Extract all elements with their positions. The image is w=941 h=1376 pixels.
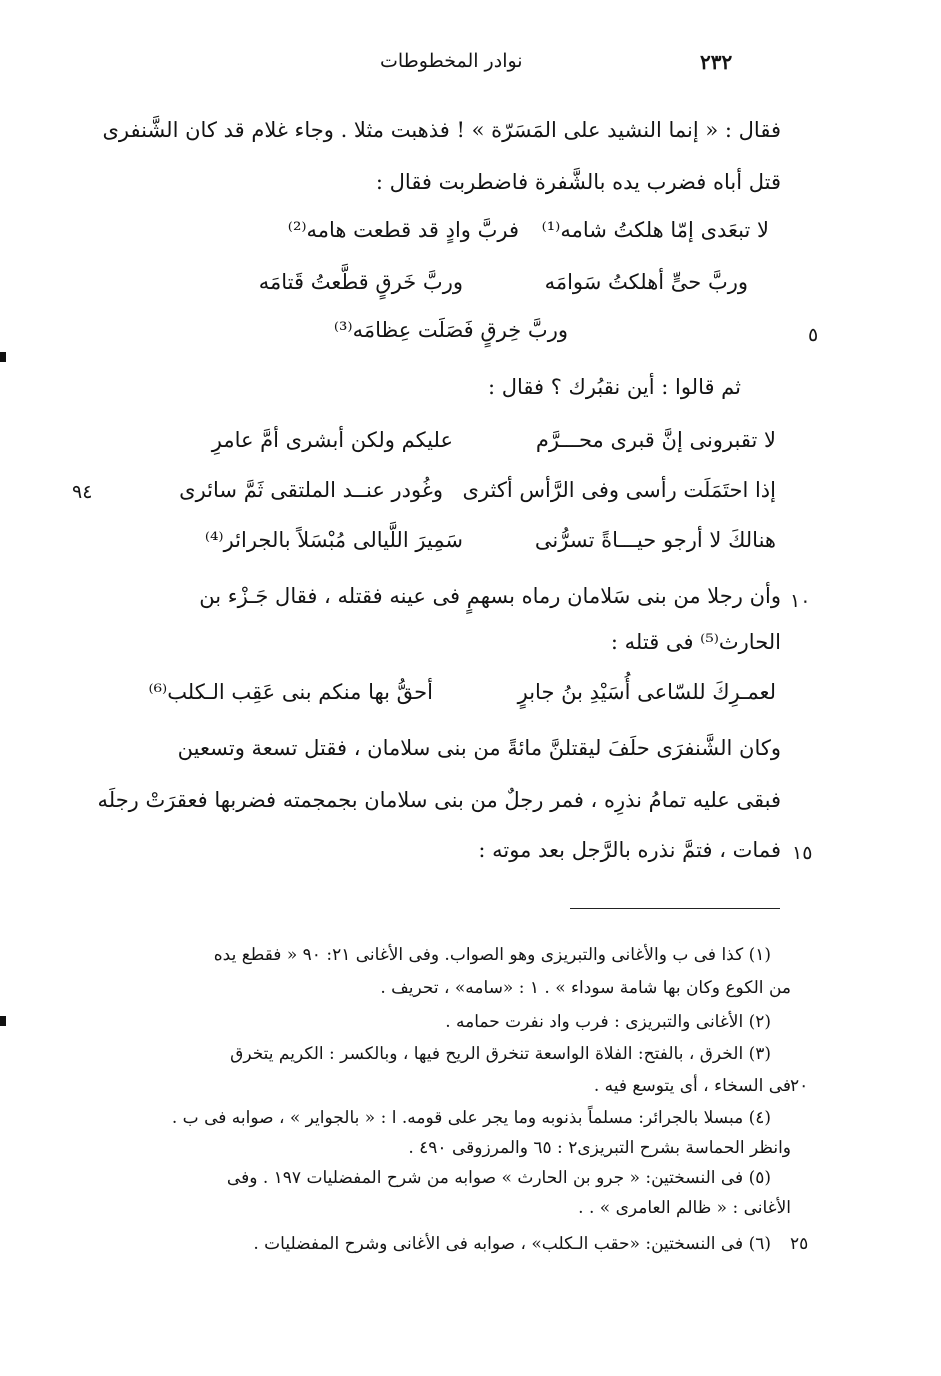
line-number: ١٠	[790, 590, 811, 612]
footnote-line: (٥) فى النسختين: « جرو بن الحارث » صوابه من شرح المفضليات ١٩٧ . وفى	[226, 1168, 771, 1188]
prose-line: فبقى عليه تمامُ نذرِه ، فمر رجلٌ من بنى سلامان بجمجمته فضربها فعقرَتْ رجلَه	[97, 788, 781, 812]
footnote-line: (١) كذا فى ب والأغانى والتبريزى وهو الصواب. وفى الأغانى ٢١: ٩٠ « فقطع يده	[213, 945, 771, 965]
line-number: ١٥	[792, 842, 813, 864]
verse-hemistich-right: لعمـرِكَ للسّاعى أُسَيْدِ بنُ جابرٍ	[517, 680, 776, 704]
prose-line: قتل أباه فضرب يده بالشَّفرة فاضطربت فقال :	[375, 170, 781, 194]
margin-mark	[0, 1016, 6, 1026]
footnote-line: (٣) الخرق ، بالفتح: الفلاة الواسعة تنخرق الريح فيها ، وبالكسر : الكريم يتخرق	[230, 1044, 771, 1064]
margin-mark	[0, 352, 6, 362]
page-number: ٢٣٢	[700, 50, 733, 74]
line-number: ٥	[808, 324, 819, 346]
prose-line: الحارث⁽⁵⁾ فى قتله :	[610, 630, 781, 654]
prose-line: فقال : « إنما النشيد على المَسَرّة » ! فذهبت مثلا . وجاء غلام قد كان الشَّنفرى	[102, 118, 781, 142]
prose-line: وأن رجلا من بنى سَلامان رماه بسهمٍ فى عينه فقتله ، فقال جَـزْء بن	[199, 584, 781, 608]
verse-hemistich-left: وربَّ خَرقٍ قطَّعتُ قَتامَه	[258, 270, 463, 294]
prose-line: فمات ، فتمَّ نذره بالرَّجل بعد موته :	[478, 838, 781, 862]
verse-hemistich-right: إذا احتَمَلَت رأسى وفى الرَّأس أكثرى	[462, 478, 776, 502]
verse-hemistich-right: لا تبعَدى إمّا هلكتُ شامه⁽¹⁾	[541, 218, 769, 242]
verse-hemistich-left: سَمِيرَ اللَّيالى مُبْسَلاً بالجرائر⁽⁴⁾	[204, 528, 463, 552]
footnote-line-number: ٢٠	[790, 1076, 809, 1096]
verse-hemistich-right: هنالكَ لا أرجو حيـــاةً تسرُّنى	[534, 528, 776, 552]
verse-hemistich-left: فربَّ وادٍ قد قطعت هامه⁽²⁾	[287, 218, 519, 242]
verse-hemistich-right: لا تقبرونى إنَّ قبرى محـــرَّم	[535, 428, 776, 452]
verse-hemistich-right: وربَّ حىٍّ أهلكتُ سَوامَه	[544, 270, 748, 294]
prose-line: وكان الشَّنفرَى حلَفَ ليقتلنَّ مائةً من بنى سلامان ، فقتل تسعة وتسعين	[177, 736, 781, 760]
running-title: نوادر المخطوطات	[380, 50, 523, 72]
verse-hemistich-left: وغُودر عنــد الملتقى ثَمَّ سائرى	[179, 478, 443, 502]
verse-hemistich-left: أحقُّ بها منكم بنى عَقِب الـكلب⁽⁶⁾	[148, 680, 433, 704]
footnote-line: (٤) مبسلا بالجرائر: مسلماً بذنوبه وما يجر على قومه. ا : « بالجواير » ، صوابه فى ب .	[171, 1108, 771, 1128]
footnote-line: الأغانى : « ظالم العامرى » . .	[578, 1198, 791, 1218]
footnote-divider	[570, 908, 780, 909]
margin-page-reference: ٩٤	[72, 481, 93, 503]
verse-hemistich-right: وربَّ خِرقٍ فَصَلَت عِظامَه⁽³⁾	[333, 318, 568, 342]
footnote-line: من الكوع وكان بها شامة سوداء » . ١ : «سامه» ، تحريف .	[380, 978, 791, 998]
footnote-line: (٢) الأغانى والتبريزى : فرب واد نفرت حمامه .	[445, 1012, 771, 1032]
prose-line: ثم قالوا : أين نقبُرك ؟ فقال :	[487, 375, 741, 399]
verse-hemistich-left: عليكم ولكن أبشرى أمَّ عامرِ	[211, 428, 453, 452]
footnote-line-number: ٢٥	[790, 1234, 809, 1254]
footnote-line: وانظر الحماسة بشرح التبريزى٢ : ٦٥ والمرزوقى ٤٩٠ .	[408, 1138, 791, 1158]
footnote-line: فى السخاء ، أى يتوسع فيه .	[593, 1076, 791, 1096]
footnote-line: (٦) فى النسختين: «حقب الـكلب» ، صوابه فى الأغانى وشرح المفضليات .	[253, 1234, 771, 1254]
